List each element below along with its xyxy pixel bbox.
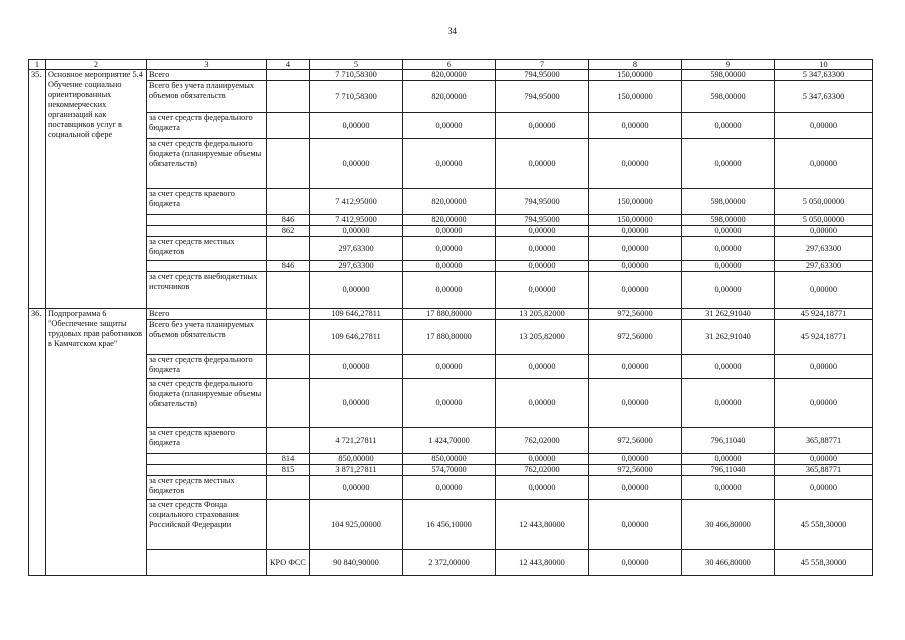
amount-cell: 0,00000 [589, 113, 682, 139]
budget-code: 862 [267, 226, 310, 237]
amount-cell: 7 710,58300 [310, 70, 403, 81]
column-number: 9 [682, 60, 775, 70]
amount-cell: 0,00000 [682, 272, 775, 309]
amount-cell: 45 558,30000 [775, 550, 873, 576]
table-row [29, 309, 873, 320]
amount-cell: 0,00000 [310, 113, 403, 139]
amount-cell: 794,95000 [496, 215, 589, 226]
amount-cell: 0,00000 [589, 226, 682, 237]
funding-source-label [147, 454, 267, 465]
amount-cell: 850,00000 [310, 454, 403, 465]
budget-code [267, 70, 310, 81]
table-row [29, 113, 873, 139]
funding-source-label: за счет средств внебюджетных источников [147, 272, 267, 309]
amount-cell: 0,00000 [403, 237, 496, 261]
amount-cell: 0,00000 [310, 139, 403, 189]
amount-cell: 0,00000 [589, 500, 682, 550]
budget-code [267, 500, 310, 550]
funding-source-label: за счет средств краевого бюджета [147, 428, 267, 454]
amount-cell: 598,00000 [682, 81, 775, 113]
column-number: 10 [775, 60, 873, 70]
amount-cell: 45 558,30000 [775, 500, 873, 550]
row-number: 36. [29, 309, 46, 576]
amount-cell: 0,00000 [403, 272, 496, 309]
amount-cell: 1 424,70000 [403, 428, 496, 454]
amount-cell: 0,00000 [682, 379, 775, 428]
budget-code [267, 81, 310, 113]
budget-code [267, 189, 310, 215]
amount-cell: 820,00000 [403, 189, 496, 215]
amount-cell: 0,00000 [403, 476, 496, 500]
amount-cell: 150,00000 [589, 70, 682, 81]
amount-cell: 0,00000 [496, 139, 589, 189]
amount-cell: 0,00000 [775, 379, 873, 428]
amount-cell: 297,63300 [775, 237, 873, 261]
amount-cell: 30 466,80000 [682, 550, 775, 576]
amount-cell: 45 924,18771 [775, 320, 873, 355]
amount-cell: 0,00000 [775, 355, 873, 379]
funding-source-label: за счет средств федерального бюджета (планируемые объемы обязательств) [147, 139, 267, 189]
funding-source-label [147, 215, 267, 226]
budget-code [267, 428, 310, 454]
amount-cell: 972,56000 [589, 465, 682, 476]
funding-source-label: Всего без учета планируемых объемов обязательств [147, 320, 267, 355]
amount-cell: 0,00000 [496, 226, 589, 237]
amount-cell: 30 466,80000 [682, 500, 775, 550]
amount-cell: 0,00000 [310, 355, 403, 379]
budget-code: КРО ФСС [267, 550, 310, 576]
amount-cell: 850,00000 [403, 454, 496, 465]
amount-cell: 0,00000 [403, 355, 496, 379]
amount-cell: 104 925,00000 [310, 500, 403, 550]
amount-cell: 598,00000 [682, 70, 775, 81]
amount-cell: 297,63300 [775, 261, 873, 272]
amount-cell: 794,95000 [496, 189, 589, 215]
amount-cell: 972,56000 [589, 428, 682, 454]
table-row [29, 189, 873, 215]
amount-cell: 0,00000 [589, 139, 682, 189]
amount-cell: 0,00000 [682, 476, 775, 500]
funding-source-label: Всего без учета планируемых объемов обязательств [147, 81, 267, 113]
amount-cell: 150,00000 [589, 81, 682, 113]
table-row [29, 70, 873, 81]
amount-cell: 0,00000 [589, 476, 682, 500]
amount-cell: 820,00000 [403, 70, 496, 81]
amount-cell: 574,70000 [403, 465, 496, 476]
amount-cell: 297,63300 [310, 237, 403, 261]
column-number: 2 [46, 60, 147, 70]
amount-cell: 0,00000 [775, 272, 873, 309]
amount-cell: 150,00000 [589, 189, 682, 215]
amount-cell: 0,00000 [496, 476, 589, 500]
budget-code [267, 272, 310, 309]
amount-cell: 0,00000 [403, 226, 496, 237]
funding-source-label: Всего [147, 70, 267, 81]
amount-cell: 0,00000 [589, 355, 682, 379]
table-row [29, 428, 873, 454]
funding-source-label: за счет средств Фонда социального страхования Российской Федерации [147, 500, 267, 550]
funding-source-label: за счет средств местных бюджетов [147, 476, 267, 500]
budget-code [267, 476, 310, 500]
amount-cell: 0,00000 [496, 237, 589, 261]
table-row [29, 261, 873, 272]
amount-cell: 820,00000 [403, 81, 496, 113]
amount-cell: 31 262,91040 [682, 320, 775, 355]
amount-cell: 150,00000 [589, 215, 682, 226]
page-number: 34 [448, 26, 457, 36]
amount-cell: 4 721,27811 [310, 428, 403, 454]
amount-cell: 794,95000 [496, 81, 589, 113]
budget-code: 846 [267, 215, 310, 226]
amount-cell: 0,00000 [775, 139, 873, 189]
amount-cell: 762,02000 [496, 465, 589, 476]
amount-cell: 45 924,18771 [775, 309, 873, 320]
budget-code: 815 [267, 465, 310, 476]
budget-code: 814 [267, 454, 310, 465]
budget-code [267, 355, 310, 379]
table-row [29, 81, 873, 113]
amount-cell: 796,11040 [682, 465, 775, 476]
amount-cell: 90 840,90000 [310, 550, 403, 576]
amount-cell: 109 646,27811 [310, 320, 403, 355]
amount-cell: 0,00000 [775, 226, 873, 237]
table-row [29, 139, 873, 189]
amount-cell: 820,00000 [403, 215, 496, 226]
budget-code [267, 379, 310, 428]
amount-cell: 0,00000 [496, 272, 589, 309]
amount-cell: 7 412,95000 [310, 215, 403, 226]
table-row [29, 355, 873, 379]
amount-cell: 0,00000 [403, 379, 496, 428]
funding-source-label [147, 465, 267, 476]
amount-cell: 109 646,27811 [310, 309, 403, 320]
amount-cell: 598,00000 [682, 189, 775, 215]
funding-source-label: Всего [147, 309, 267, 320]
table-row [29, 215, 873, 226]
amount-cell: 5 347,63300 [775, 70, 873, 81]
amount-cell: 0,00000 [496, 355, 589, 379]
funding-source-label [147, 261, 267, 272]
amount-cell: 16 456,10000 [403, 500, 496, 550]
amount-cell: 5 050,00000 [775, 189, 873, 215]
amount-cell: 0,00000 [403, 261, 496, 272]
amount-cell: 0,00000 [310, 272, 403, 309]
amount-cell: 365,88771 [775, 428, 873, 454]
column-number: 7 [496, 60, 589, 70]
event-name: Подпрограмма 6 "Обеспечение защиты трудовых прав работников в Камчатском крае" [46, 309, 147, 576]
column-number: 8 [589, 60, 682, 70]
amount-cell: 7 412,95000 [310, 189, 403, 215]
amount-cell: 0,00000 [589, 379, 682, 428]
funding-source-label: за счет средств федерального бюджета [147, 355, 267, 379]
funding-source-label: за счет средств местных бюджетов [147, 237, 267, 261]
budget-code [267, 237, 310, 261]
amount-cell: 5 347,63300 [775, 81, 873, 113]
budget-code [267, 320, 310, 355]
table-row [29, 272, 873, 309]
table-row [29, 500, 873, 550]
amount-cell: 12 443,80000 [496, 550, 589, 576]
amount-cell: 13 205,82000 [496, 320, 589, 355]
table-row [29, 226, 873, 237]
amount-cell: 0,00000 [589, 261, 682, 272]
amount-cell: 0,00000 [682, 139, 775, 189]
amount-cell: 0,00000 [589, 454, 682, 465]
amount-cell: 0,00000 [589, 550, 682, 576]
amount-cell: 2 372,00000 [403, 550, 496, 576]
amount-cell: 0,00000 [775, 476, 873, 500]
table-row [29, 550, 873, 576]
amount-cell: 0,00000 [403, 113, 496, 139]
amount-cell: 365,88771 [775, 465, 873, 476]
amount-cell: 972,56000 [589, 309, 682, 320]
table-row [29, 465, 873, 476]
column-number: 1 [29, 60, 46, 70]
amount-cell: 0,00000 [496, 113, 589, 139]
row-number: 35. [29, 70, 46, 309]
amount-cell: 0,00000 [589, 272, 682, 309]
amount-cell: 12 443,80000 [496, 500, 589, 550]
budget-table [28, 59, 873, 576]
funding-source-label: за счет средств федерального бюджета [147, 113, 267, 139]
amount-cell: 17 880,80000 [403, 309, 496, 320]
amount-cell: 0,00000 [310, 476, 403, 500]
column-number: 3 [147, 60, 267, 70]
funding-source-label: за счет средств краевого бюджета [147, 189, 267, 215]
amount-cell: 13 205,82000 [496, 309, 589, 320]
amount-cell: 0,00000 [682, 355, 775, 379]
funding-source-label [147, 226, 267, 237]
funding-source-label [147, 550, 267, 576]
amount-cell: 0,00000 [775, 454, 873, 465]
amount-cell: 0,00000 [682, 454, 775, 465]
amount-cell: 5 050,00000 [775, 215, 873, 226]
amount-cell: 0,00000 [496, 454, 589, 465]
amount-cell: 794,95000 [496, 70, 589, 81]
budget-code [267, 113, 310, 139]
column-number: 5 [310, 60, 403, 70]
amount-cell: 7 710,58300 [310, 81, 403, 113]
event-name: Основное мероприятие 5.4 Обучение социально ориентированных некоммерческих организаций как поставщиков услуг в социальной сфере [46, 70, 147, 309]
table-row [29, 454, 873, 465]
amount-cell: 3 871,27811 [310, 465, 403, 476]
budget-code [267, 139, 310, 189]
amount-cell: 796,11040 [682, 428, 775, 454]
amount-cell: 972,56000 [589, 320, 682, 355]
funding-source-label: за счет средств федерального бюджета (планируемые объемы обязательств) [147, 379, 267, 428]
amount-cell: 762,02000 [496, 428, 589, 454]
amount-cell: 0,00000 [682, 237, 775, 261]
column-number: 4 [267, 60, 310, 70]
budget-table-body [29, 60, 873, 576]
amount-cell: 0,00000 [682, 261, 775, 272]
amount-cell: 17 880,80000 [403, 320, 496, 355]
amount-cell: 0,00000 [682, 226, 775, 237]
table-row [29, 237, 873, 261]
amount-cell: 297,63300 [310, 261, 403, 272]
amount-cell: 0,00000 [496, 379, 589, 428]
column-number: 6 [403, 60, 496, 70]
amount-cell: 31 262,91040 [682, 309, 775, 320]
amount-cell: 0,00000 [403, 139, 496, 189]
amount-cell: 0,00000 [310, 379, 403, 428]
table-row [29, 476, 873, 500]
budget-code [267, 309, 310, 320]
amount-cell: 0,00000 [589, 237, 682, 261]
amount-cell: 0,00000 [496, 261, 589, 272]
amount-cell: 0,00000 [310, 226, 403, 237]
amount-cell: 598,00000 [682, 215, 775, 226]
amount-cell: 0,00000 [682, 113, 775, 139]
table-row [29, 379, 873, 428]
column-number-row [29, 60, 873, 70]
amount-cell: 0,00000 [775, 113, 873, 139]
budget-code: 846 [267, 261, 310, 272]
table-row [29, 320, 873, 355]
